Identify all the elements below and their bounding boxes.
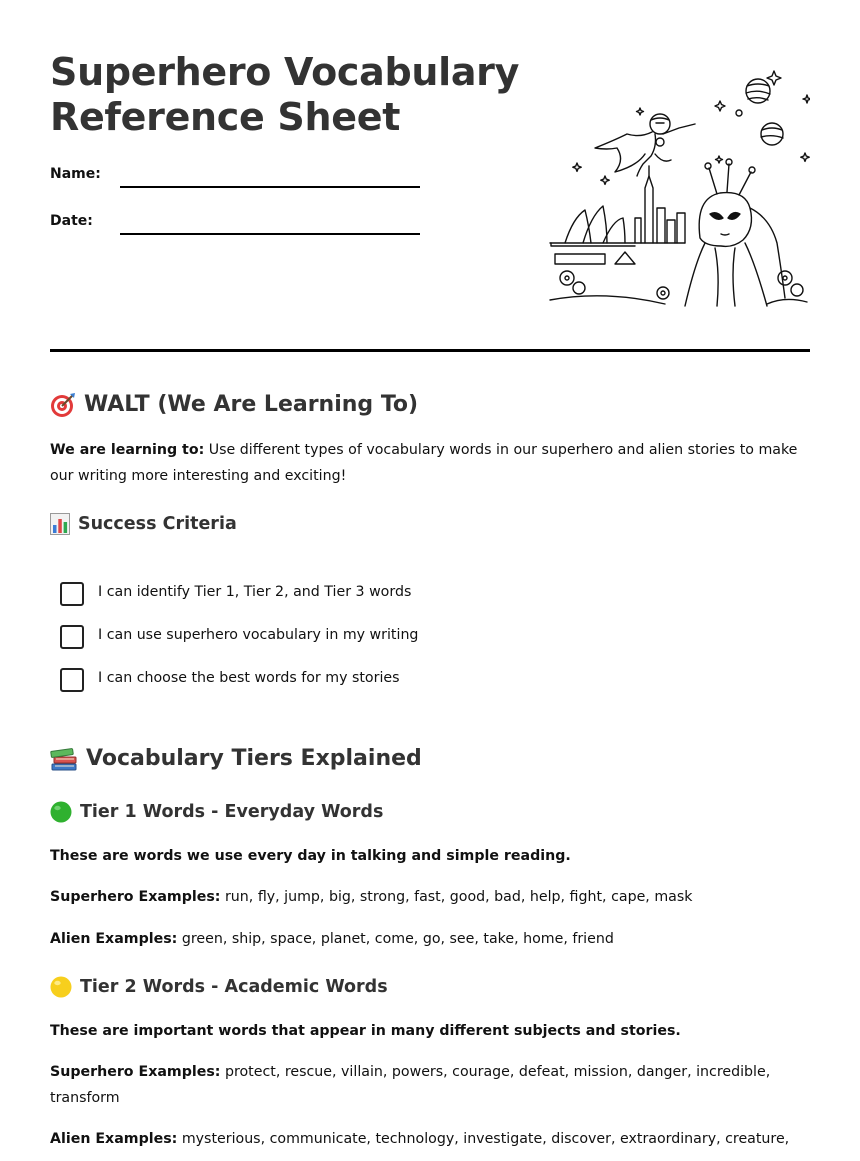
criteria-item[interactable] xyxy=(60,668,660,692)
superhero-examples-words: protect, rescue, villain, powers, courage, defeat, mission, danger, incredible, transform xyxy=(50,1064,771,1106)
page-title xyxy=(50,50,530,140)
criteria-text: I can choose the best words for my stories xyxy=(98,670,400,686)
target-icon xyxy=(50,392,76,418)
tier2-superhero-examples xyxy=(50,1059,812,1111)
city-skyline-icon xyxy=(550,166,685,264)
criteria-item[interactable] xyxy=(60,625,660,649)
title-line-1: Superhero Vocabulary xyxy=(50,50,520,94)
tier2-heading-text: Tier 2 Words - Academic Words xyxy=(80,977,388,997)
superhero-alien-illustration xyxy=(545,68,810,308)
success-criteria-heading-text: Success Criteria xyxy=(78,514,237,534)
tier1-superhero-examples xyxy=(50,884,812,910)
tier2-heading xyxy=(50,976,388,998)
tier1-heading-text: Tier 1 Words - Everyday Words xyxy=(80,802,384,822)
green-circle-icon xyxy=(50,801,72,823)
alien-examples-label: Alien Examples: xyxy=(50,931,178,947)
alien-examples-label: Alien Examples: xyxy=(50,1131,178,1147)
tier1-alien-examples xyxy=(50,926,812,952)
alien-icon xyxy=(685,159,785,306)
criteria-item[interactable] xyxy=(60,582,660,606)
alien-examples-words: green, ship, space, planet, come, go, see, take, home, friend xyxy=(177,931,614,947)
superhero-examples-label: Superhero Examples: xyxy=(50,1064,221,1080)
vocabulary-tiers-heading xyxy=(50,746,422,772)
flowers-icon xyxy=(550,271,807,304)
tier2-alien-examples xyxy=(50,1126,812,1152)
header xyxy=(50,50,810,350)
alien-examples-words: mysterious, communicate, technology, investigate, discover, extraordinary, creature, xyxy=(177,1131,790,1147)
criteria-text: I can use superhero vocabulary in my writing xyxy=(98,627,419,643)
date-label: Date: xyxy=(50,213,93,229)
criteria-checkbox[interactable] xyxy=(60,668,84,692)
superhero-examples-label: Superhero Examples: xyxy=(50,889,221,905)
walt-intro-label: We are learning to: xyxy=(50,442,205,458)
tier2-description: These are important words that appear in many different subjects and stories. xyxy=(50,1023,681,1039)
section-divider xyxy=(50,349,810,352)
walt-intro-text: Use different types of vocabulary words in our superhero and alien stories to make our writing more interesting and exciting! xyxy=(50,442,798,484)
bar-chart-icon xyxy=(50,513,70,535)
planet-icon xyxy=(736,79,783,145)
superhero-icon xyxy=(595,114,695,176)
books-icon xyxy=(50,746,78,772)
success-criteria-heading xyxy=(50,513,237,535)
vocabulary-tiers-heading-text: Vocabulary Tiers Explained xyxy=(86,746,422,771)
name-field[interactable] xyxy=(120,186,420,188)
walt-heading xyxy=(50,392,418,418)
criteria-checkbox[interactable] xyxy=(60,582,84,606)
name-label: Name: xyxy=(50,166,101,182)
criteria-text: I can identify Tier 1, Tier 2, and Tier 3 words xyxy=(98,584,412,600)
yellow-circle-icon xyxy=(50,976,72,998)
tier1-description: These are words we use every day in talking and simple reading. xyxy=(50,848,571,864)
superhero-examples-words: run, fly, jump, big, strong, fast, good, bad, help, fight, cape, mask xyxy=(220,889,693,905)
title-line-2: Reference Sheet xyxy=(50,95,401,139)
criteria-checkbox[interactable] xyxy=(60,625,84,649)
date-field[interactable] xyxy=(120,233,420,235)
tier1-heading xyxy=(50,801,383,823)
walt-text xyxy=(50,437,812,489)
walt-heading-text: WALT (We Are Learning To) xyxy=(84,392,419,417)
